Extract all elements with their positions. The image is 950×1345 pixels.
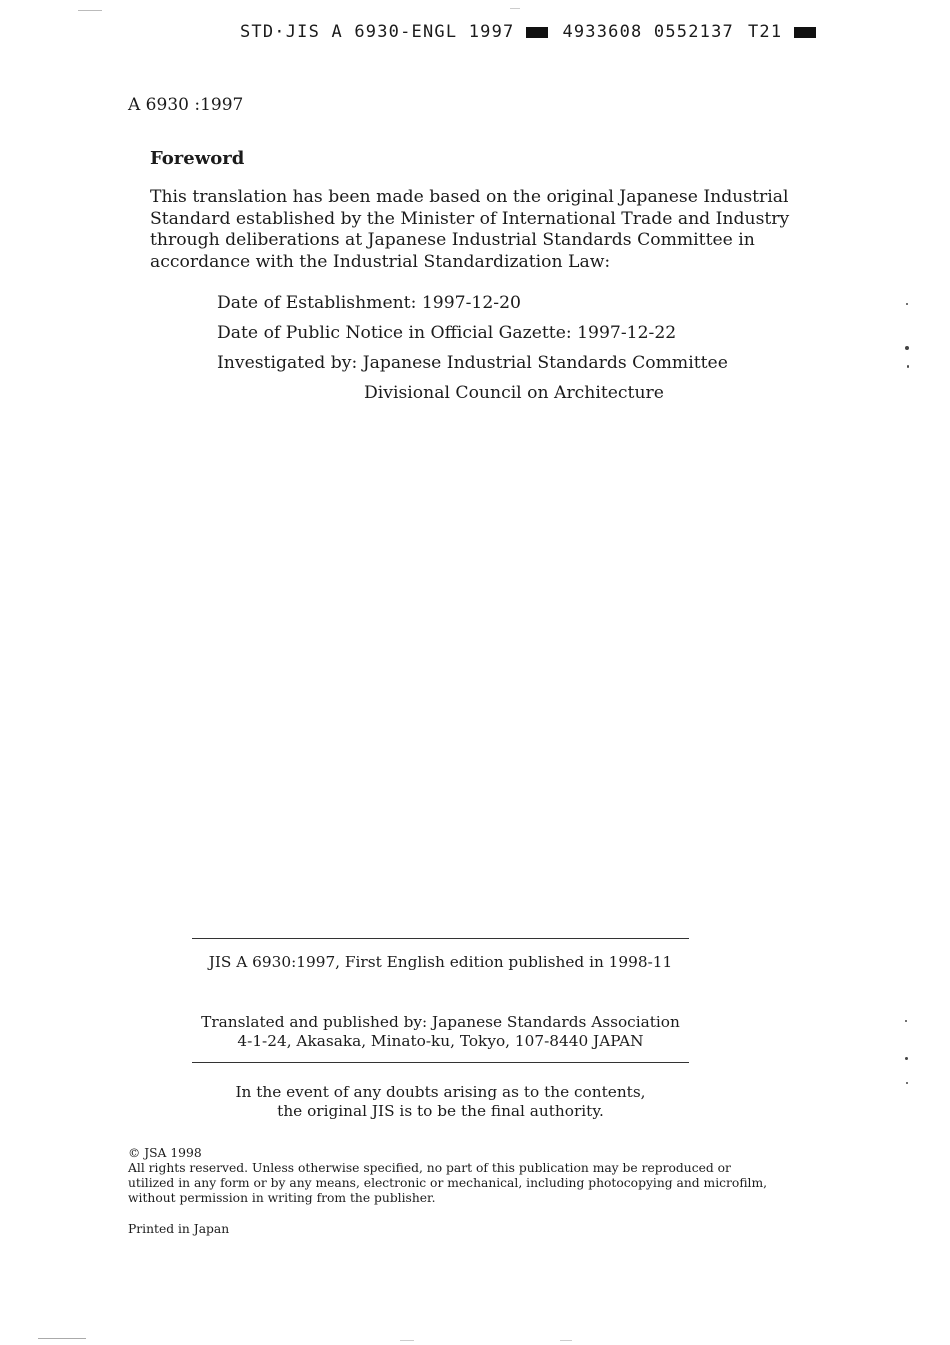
rights-text: utilized in any form or by any means, electronic or mechanical, including photocopying and microfilm,	[128, 1176, 768, 1190]
paragraph-line: accordance with the Industrial Standardization Law:	[150, 251, 611, 272]
paragraph-line: This translation has been made based on the original Japanese Industrial	[150, 187, 789, 207]
establishment-date: Date of Establishment: 1997-12-20	[217, 293, 521, 313]
scan-mark	[510, 8, 520, 9]
investigated-by: Investigated by: Japanese Industrial Standards Committee	[217, 353, 728, 373]
section-title: Foreword	[150, 148, 245, 169]
publisher-address: 4-1-24, Akasaka, Minato-ku, Tokyo, 107-8440 JAPAN	[237, 1032, 644, 1050]
foreword-paragraph	[150, 187, 790, 273]
printed-in: Printed in Japan	[128, 1222, 230, 1236]
catalog-code: 4933608 0552137	[562, 22, 734, 42]
scan-speck	[906, 303, 908, 305]
copyright-mark: © JSA 1998	[128, 1146, 202, 1160]
rights-text: without permission in writing from the publisher.	[128, 1191, 436, 1205]
divisional-council: Divisional Council on Architecture	[364, 383, 664, 403]
scan-speck	[905, 1020, 907, 1022]
scan-mark	[38, 1338, 86, 1339]
scan-mark	[560, 1340, 572, 1341]
document-header-code	[240, 22, 816, 42]
standard-identifier: STD·JIS A 6930-ENGL 1997	[240, 22, 515, 42]
document-number: A 6930 :1997	[128, 95, 244, 115]
barcode-block-icon	[526, 27, 548, 38]
barcode-block-icon	[794, 27, 816, 38]
paragraph-line: through deliberations at Japanese Industrial Standards Committee in	[150, 230, 755, 250]
divider-line	[192, 1062, 689, 1063]
authority-line: In the event of any doubts arising as to the contents,	[235, 1083, 646, 1101]
authority-line: the original JIS is to be the final authority.	[277, 1102, 604, 1120]
scan-mark	[400, 1340, 414, 1341]
scan-speck	[905, 1057, 908, 1060]
edition-statement: JIS A 6930:1997, First English edition published in 1998-11	[208, 953, 673, 971]
scan-mark	[78, 10, 102, 11]
scan-speck	[906, 1082, 908, 1084]
scan-speck	[905, 346, 909, 350]
rights-text: All rights reserved. Unless otherwise specified, no part of this publication may be reproduced or	[128, 1161, 731, 1175]
divider-line	[192, 938, 689, 939]
catalog-suffix: T21	[747, 22, 783, 42]
paragraph-line: Standard established by the Minister of International Trade and Industry	[150, 208, 790, 229]
publisher-line: Translated and published by: Japanese Standards Association	[201, 1013, 680, 1031]
public-notice-date: Date of Public Notice in Official Gazette: 1997-12-22	[217, 323, 677, 343]
scan-speck	[907, 365, 909, 368]
